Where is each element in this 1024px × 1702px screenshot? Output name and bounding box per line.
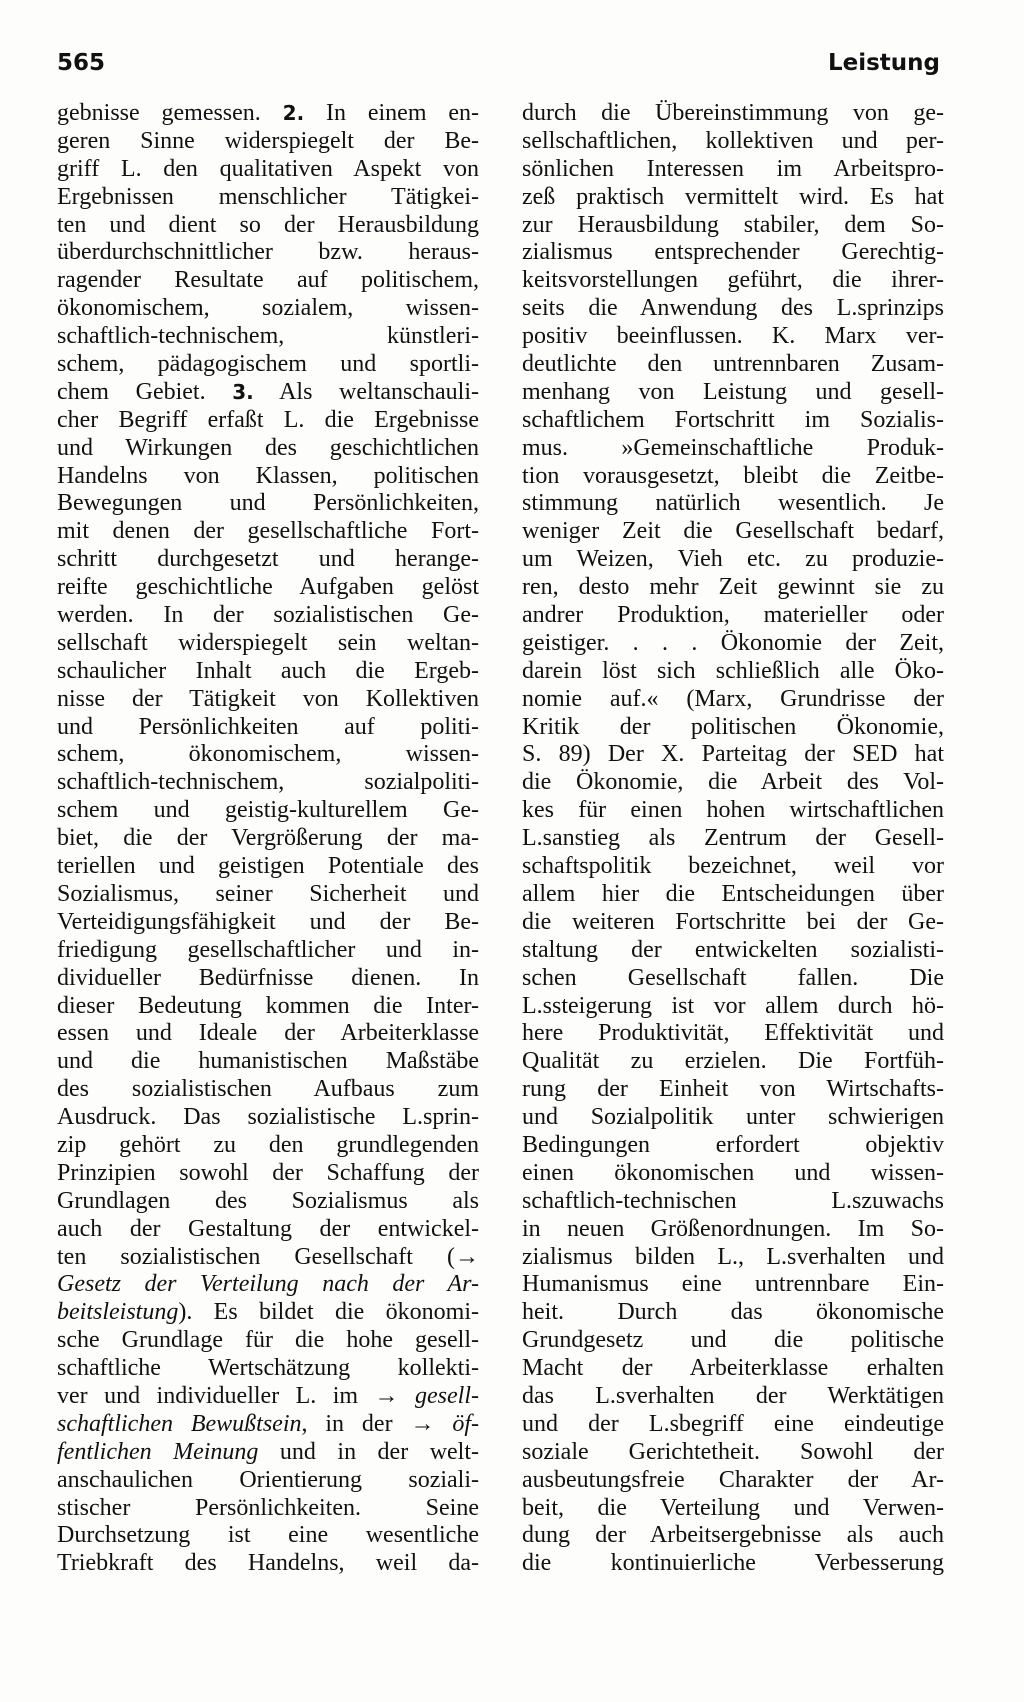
text-line: ökonomischem, sozialem, wissen- [57,295,479,322]
text-line: geren Sinne widerspiegelt der Be- [57,127,479,154]
text-line: ver und individueller L. im → gesell- [57,1382,479,1409]
text-line: anschaulichen Orientierung soziali- [57,1466,479,1493]
text-line: zeß praktisch vermittelt wird. Es hat [522,183,944,210]
text-line: Ergebnissen menschlicher Tätigkei- [57,183,479,210]
text-line: Triebkraft des Handelns, weil da- [57,1550,479,1577]
text-line: schritt durchgesetzt und herange- [57,546,479,573]
right-column [522,100,944,1578]
text-line: dung der Arbeitsergebnisse als auch [522,1522,944,1549]
text-line: S. 89) Der X. Parteitag der SED hat [522,741,944,768]
text-line: um Weizen, Vieh etc. zu produzie- [522,546,944,573]
text-line: weniger Zeit die Gesellschaft bedarf, [522,518,944,545]
page-header [57,50,940,84]
text-line: Macht der Arbeiterklasse erhalten [522,1355,944,1382]
text-line: chem Gebiet. 3. Als weltanschauli- [57,378,479,405]
text-line: schen Gesellschaft fallen. Die [522,964,944,991]
text-line: und Sozialpolitik unter schwierigen [522,1104,944,1131]
text-line: Kritik der politischen Ökonomie, [522,713,944,740]
text-line: stischer Persönlichkeiten. Seine [57,1494,479,1521]
text-line: fentlichen Meinung und in der welt- [57,1438,479,1465]
text-line: sellschaftlichen, kollektiven und per- [522,127,944,154]
text-line: seits die Anwendung des L.sprinzips [522,295,944,322]
text-line: zur Herausbildung stabiler, dem So- [522,211,944,238]
text-line: beitsleistung). Es bildet die ökonomi- [57,1299,479,1326]
text-line: Gesetz der Verteilung nach der Ar- [57,1271,479,1298]
left-column [57,100,479,1578]
text-line: schaulicher Inhalt auch die Ergeb- [57,657,479,684]
text-line: und Persönlichkeiten auf politi- [57,713,479,740]
text-line: soziale Gerichtetheit. Sowohl der [522,1438,944,1465]
text-line: schaftliche Wertschätzung kollekti- [57,1355,479,1382]
text-line: schaftlichem Fortschritt im Sozialis- [522,406,944,433]
text-line: das L.sverhalten der Werktätigen [522,1382,944,1409]
text-line: ausbeutungsfreie Charakter der Ar- [522,1466,944,1493]
text-line: schaftlich-technischem, sozialpoliti- [57,769,479,796]
text-line: nisse der Tätigkeit von Kollektiven [57,685,479,712]
text-line: teriellen und geistigen Potentiale des [57,853,479,880]
text-line: durch die Übereinstimmung von ge- [522,100,944,126]
text-line: in neuen Größenordnungen. Im So- [522,1215,944,1242]
text-line: Qualität zu erzielen. Die Fortfüh- [522,1048,944,1075]
text-line: Ausdruck. Das sozialistische L.sprin- [57,1104,479,1131]
text-line: Bedingungen erfordert objektiv [522,1131,944,1158]
text-line: biet, die der Vergrößerung der ma- [57,825,479,852]
text-line: darein löst sich schließlich alle Öko- [522,657,944,684]
text-line: tion vorausgesetzt, bleibt die Zeitbe- [522,462,944,489]
text-line: mit denen der gesellschaftliche Fort- [57,518,479,545]
text-line: schem, pädagogischem und sportli- [57,351,479,378]
text-line: ten sozialistischen Gesellschaft (→ [57,1243,479,1270]
text-line: dieser Bedeutung kommen die Inter- [57,992,479,1019]
text-line: ragender Resultate auf politischem, [57,267,479,294]
text-line: cher Begriff erfaßt L. die Ergebnisse [57,406,479,433]
text-line: schem und geistig-kulturellem Ge- [57,797,479,824]
text-line: und Wirkungen des geschichtlichen [57,434,479,461]
text-line: friedigung gesellschaftlicher und in- [57,936,479,963]
text-line: staltung der entwickelten sozialisti- [522,936,944,963]
text-line: des sozialistischen Aufbaus zum [57,1076,479,1103]
text-line: Durchsetzung ist eine wesentliche [57,1522,479,1549]
text-line: werden. In der sozialistischen Ge- [57,602,479,629]
text-line: schaftlich-technischen L.szuwachs [522,1187,944,1214]
text-line: zialismus entsprechender Gerechtig- [522,239,944,266]
text-line: schaftlich-technischem, künstleri- [57,323,479,350]
text-line: keitsvorstellungen geführt, die ihrer- [522,267,944,294]
text-line: Sozialismus, seiner Sicherheit und [57,880,479,907]
text-line: Verteidigungsfähigkeit und der Be- [57,908,479,935]
text-line: schaftspolitik bezeichnet, weil vor [522,853,944,880]
text-line: sönlichen Interessen im Arbeitspro- [522,155,944,182]
text-line: positiv beeinflussen. K. Marx ver- [522,323,944,350]
text-line: kes für einen hohen wirtschaftlichen [522,797,944,824]
text-line: Prinzipien sowohl der Schaffung der [57,1159,479,1186]
text-line: reifte geschichtliche Aufgaben gelöst [57,574,479,601]
text-line: griff L. den qualitativen Aspekt von [57,155,479,182]
text-line: Grundgesetz und die politische [522,1327,944,1354]
text-line: mus. »Gemeinschaftliche Produk- [522,434,944,461]
text-line: Humanismus eine untrennbare Ein- [522,1271,944,1298]
text-line: zip gehört zu den grundlegenden [57,1131,479,1158]
text-line: menhang von Leistung und gesell- [522,378,944,405]
text-line: essen und Ideale der Arbeiterklasse [57,1020,479,1047]
running-head: Leistung [827,50,940,76]
text-line: Bewegungen und Persönlichkeiten, [57,490,479,517]
text-line: schaftlichen Bewußtsein, in der → öf- [57,1410,479,1437]
text-line: stimmung natürlich wesentlich. Je [522,490,944,517]
text-line: andrer Produktion, materieller oder [522,602,944,629]
text-line: überdurchschnittlicher bzw. heraus- [57,239,479,266]
text-line: die Ökonomie, die Arbeit des Vol- [522,769,944,796]
text-line: ren, desto mehr Zeit gewinnt sie zu [522,574,944,601]
text-line: heit. Durch das ökonomische [522,1299,944,1326]
text-line: sellschaft widerspiegelt sein weltan- [57,629,479,656]
text-line: deutlichte den untrennbaren Zusam- [522,351,944,378]
text-line: und der L.sbegriff eine eindeutige [522,1410,944,1437]
text-line: einen ökonomischen und wissen- [522,1159,944,1186]
text-line: rung der Einheit von Wirtschafts- [522,1076,944,1103]
text-line: sche Grundlage für die hohe gesell- [57,1327,479,1354]
text-line: beit, die Verteilung und Verwen- [522,1494,944,1521]
text-line: Handelns von Klassen, politischen [57,462,479,489]
text-line: L.sanstieg als Zentrum der Gesell- [522,825,944,852]
text-line: here Produktivität, Effektivität und [522,1020,944,1047]
text-line: ten und dient so der Herausbildung [57,211,479,238]
text-line: dividueller Bedürfnisse dienen. In [57,964,479,991]
text-line: Grundlagen des Sozialismus als [57,1187,479,1214]
text-line: zialismus bilden L., L.sverhalten und [522,1243,944,1270]
page-number: 565 [57,50,106,76]
text-line: geistiger. . . . Ökonomie der Zeit, [522,629,944,656]
text-line: und die humanistischen Maßstäbe [57,1048,479,1075]
text-line: nomie auf.« (Marx, Grundrisse der [522,685,944,712]
text-line: auch der Gestaltung der entwickel- [57,1215,479,1242]
text-line: schem, ökonomischem, wissen- [57,741,479,768]
text-line: die weiteren Fortschritte bei der Ge- [522,908,944,935]
text-line: gebnisse gemessen. 2. In einem en- [57,100,479,126]
text-line: L.ssteigerung ist vor allem durch hö- [522,992,944,1019]
text-line: die kontinuierliche Verbesserung [522,1550,944,1577]
text-line: allem hier die Entscheidungen über [522,880,944,907]
